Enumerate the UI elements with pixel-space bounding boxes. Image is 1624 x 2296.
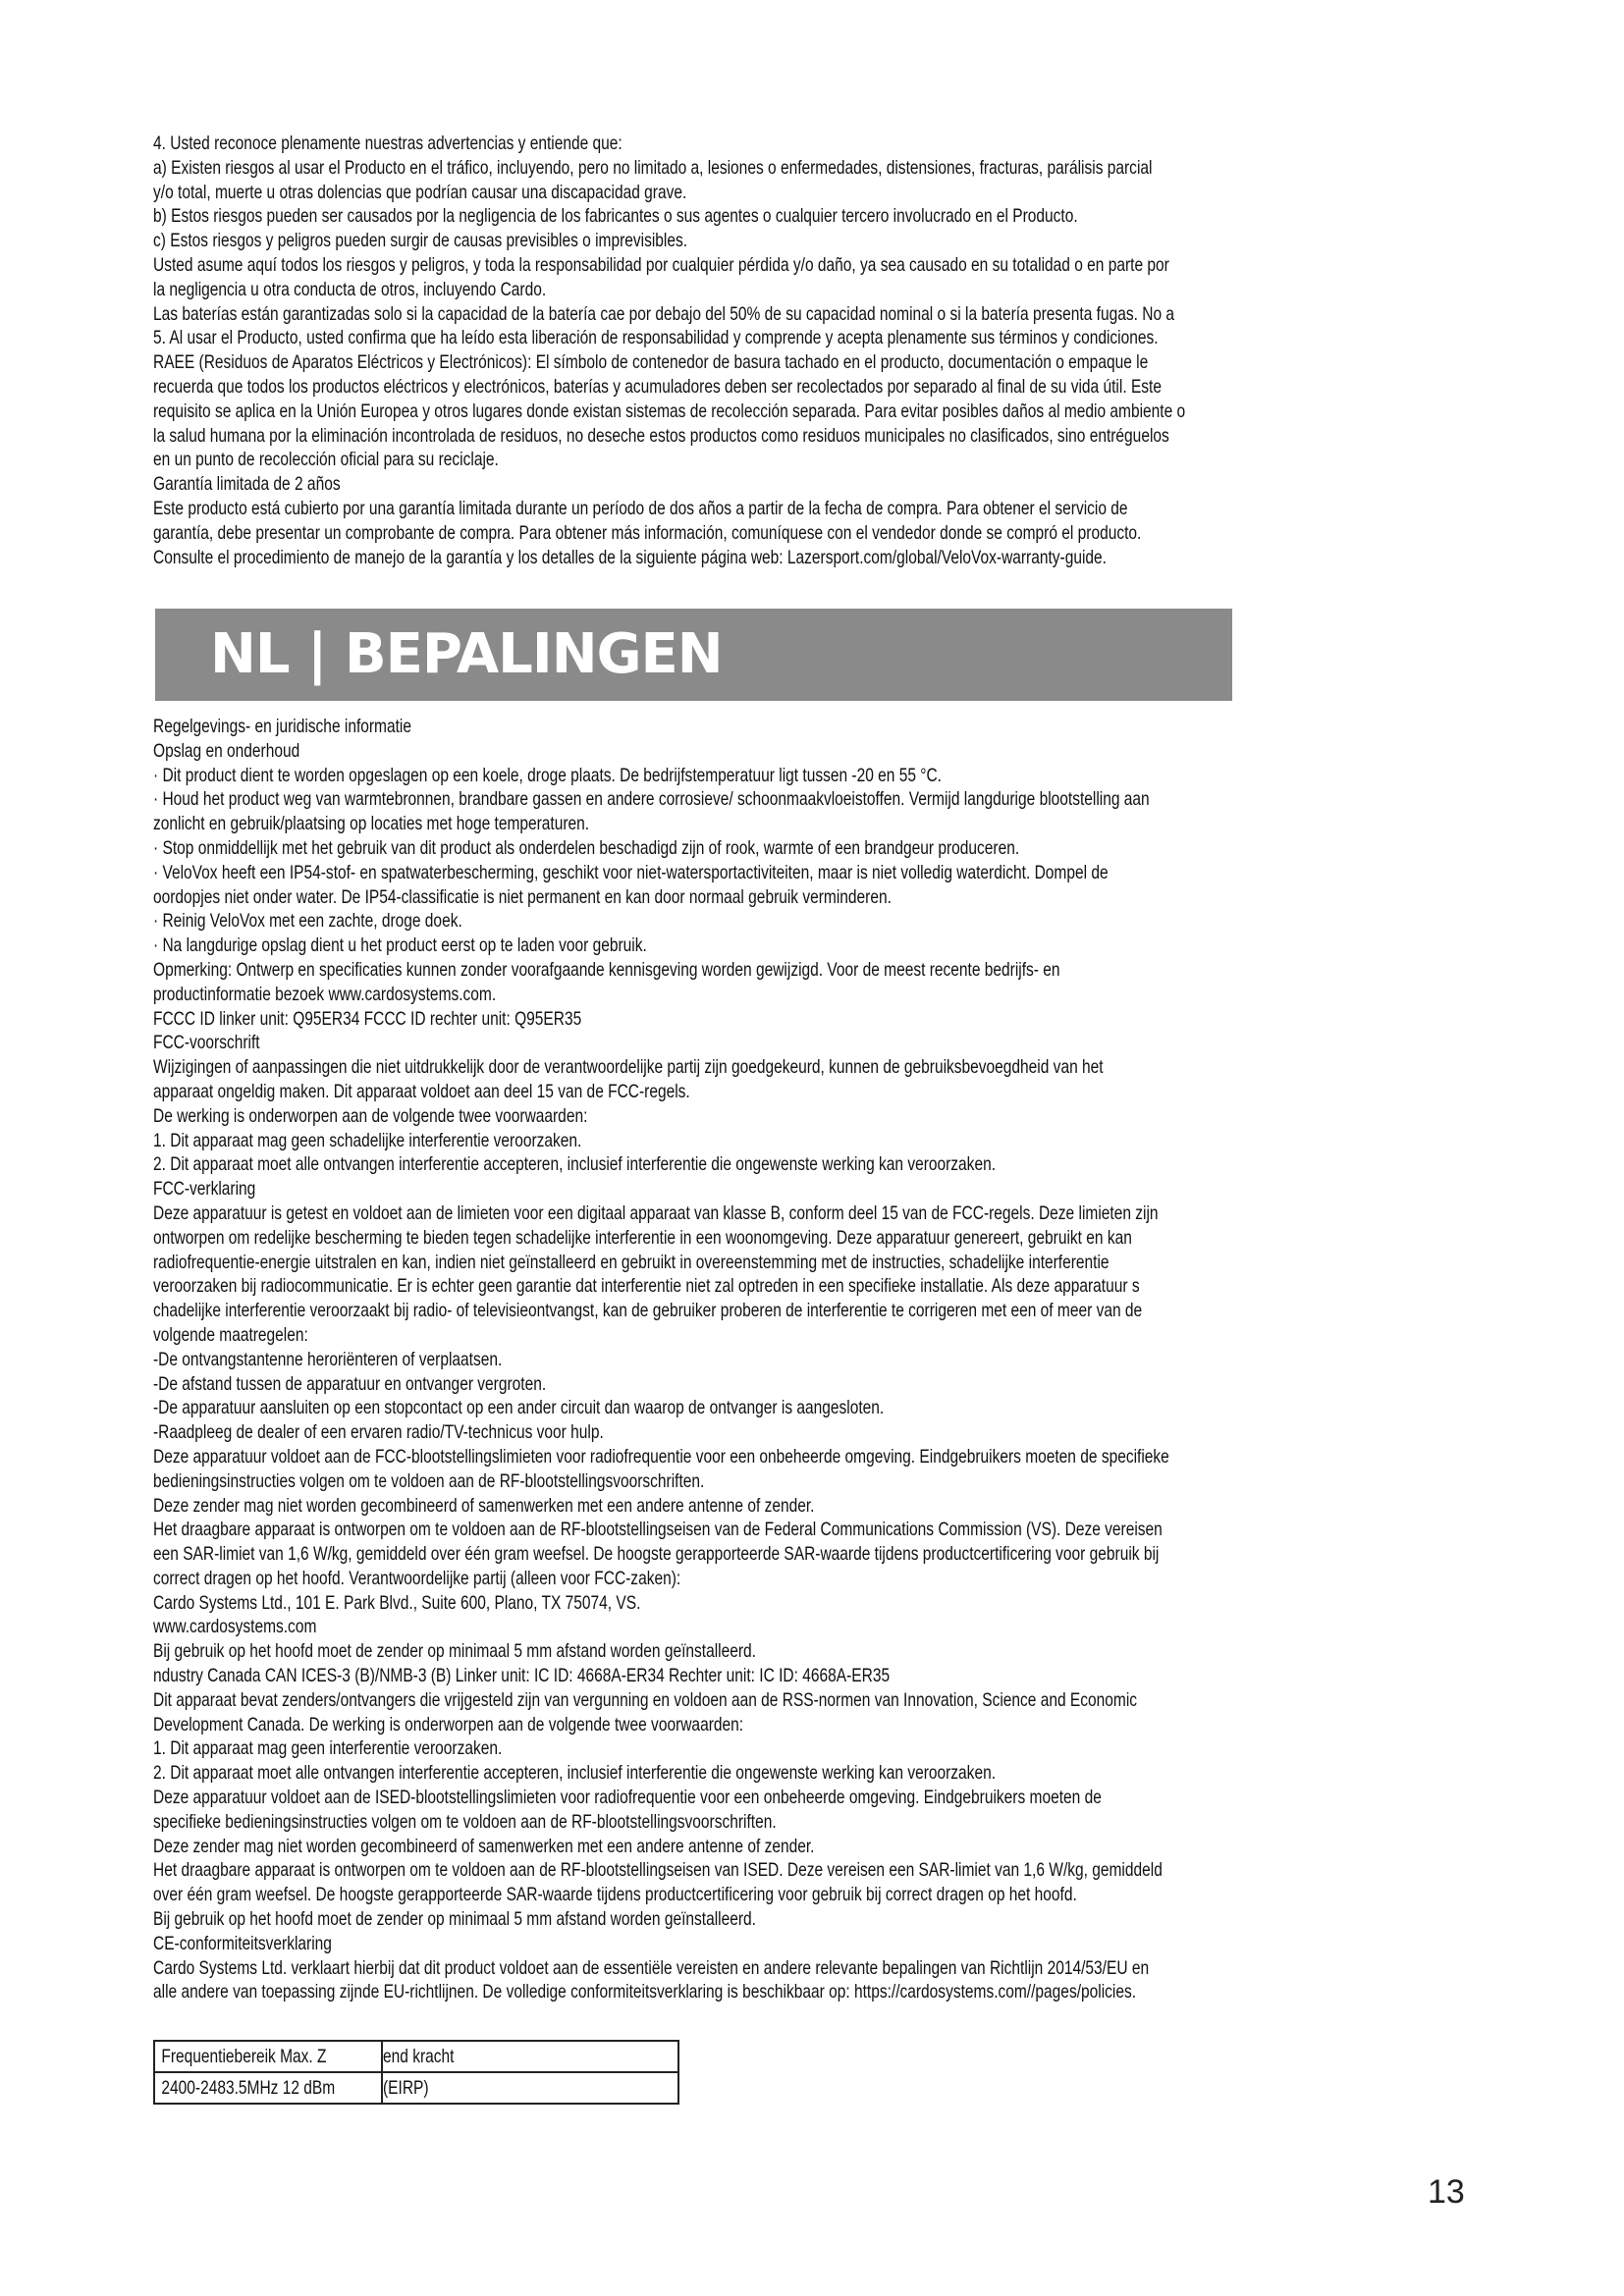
text-line: Deze zender mag niet worden gecombineerd of samenwerken met een andere antenne of zender.	[153, 1835, 815, 1857]
table-cell: (EIRP)	[382, 2072, 678, 2104]
text-line: Las baterías están garantizadas solo si la capacidad de la batería cae por debajo del 50% de su capacidad nominal o si la batería presenta fugas. No a	[153, 302, 1175, 325]
text-line: 2. Dit apparaat moet alle ontvangen interferentie accepteren, inclusief interferentie die ongewenste werking kan veroorzaken.	[153, 1153, 997, 1176]
text-line: Deze apparatuur voldoet aan de FCC-blootstellingslimieten voor radiofrequentie voor een onbeheerde omgeving. Eindgebruikers moeten de specifieke	[153, 1445, 1169, 1468]
text-line: Cardo Systems Ltd., 101 E. Park Blvd., Suite 600, Plano, TX 75074, VS.	[153, 1591, 641, 1614]
text-line: -De apparatuur aansluiten op een stopcontact op een ander circuit dan waarop de ontvanger is aangesloten.	[153, 1397, 885, 1419]
text-line: la negligencia u otra conducta de otros, incluyendo Cardo.	[153, 278, 547, 300]
text-line: · Reinig VeloVox met een zachte, droge doek.	[153, 910, 462, 933]
text-line: Opmerking: Ontwerp en specificaties kunnen zonder voorafgaande kennisgeving worden gewijzigd. Voor de meest recente bedrijfs- en	[153, 958, 1060, 981]
text-line: FCC-voorschrift	[153, 1032, 260, 1054]
text-line: Usted asume aquí todos los riesgos y peligros, y toda la responsabilidad por cualquier pérdida y/o daño, ya sea causado en su totalidad o en parte por	[153, 253, 1169, 276]
text-line: apparaat ongeldig maken. Dit apparaat voldoet aan deel 15 van de FCC-regels.	[153, 1080, 690, 1102]
table-cell: Frequentiebereik Max. Z	[154, 2041, 382, 2072]
text-line: een SAR-limiet van 1,6 W/kg, gemiddeld over één gram weefsel. De hoogste gerapporteerde SAR-waarde tijdens productcertificering voor gebruik bij	[153, 1543, 1160, 1566]
text-line: Het draagbare apparaat is ontworpen om te voldoen aan de RF-blootstellingseisen van de Federal Communications Commission (VS). Deze vereisen	[153, 1519, 1163, 1541]
text-line: Deze zender mag niet worden gecombineerd of samenwerken met een andere antenne of zender.	[153, 1494, 815, 1517]
text-line: ontworpen om redelijke bescherming te bieden tegen schadelijke interferentie in een woonomgeving. Deze apparatuur genereert, gebruikt en kan	[153, 1226, 1132, 1249]
text-line: Development Canada. De werking is onderworpen aan de volgende twee voorwaarden:	[153, 1713, 744, 1735]
text-line: specifieke bedieningsinstructies volgen om te voldoen aan de RF-blootstellingsvoorschriften.	[153, 1810, 777, 1833]
text-line: a) Existen riesgos al usar el Producto en el tráfico, incluyendo, pero no limitado a, lesiones o enfermedades, distensiones, fracturas, parálisis parcial	[153, 156, 1153, 179]
text-line: 4. Usted reconoce plenamente nuestras advertencias y entiende que:	[153, 133, 623, 154]
text-line: Garantía limitada de 2 años	[153, 473, 341, 496]
text-line: -De afstand tussen de apparatuur en ontvanger vergroten.	[153, 1372, 547, 1395]
text-line: Het draagbare apparaat is ontworpen om te voldoen aan de RF-blootstellingseisen van ISED. Deze vereisen een SAR-limiet van 1,6 W/kg, gemiddeld	[153, 1859, 1163, 1882]
text-line: productinformatie bezoek www.cardosystems.com.	[153, 983, 497, 1005]
text-line: correct dragen op het hoofd. Verantwoordelijke partij (alleen voor FCC-zaken):	[153, 1567, 681, 1589]
section-banner	[155, 609, 1232, 701]
text-line: · Na langdurige opslag dient u het product eerst op te laden voor gebruik.	[153, 934, 647, 957]
text-line: bedieningsinstructies volgen om te voldoen aan de RF-blootstellingsvoorschriften.	[153, 1469, 705, 1492]
text-line: Deze apparatuur voldoet aan de ISED-blootstellingslimieten voor radiofrequentie voor een onbeheerde omgeving. Eindgebruikers moeten de	[153, 1787, 1102, 1809]
text-line: Deze apparatuur is getest en voldoet aan de limieten voor een digitaal apparaat van klasse B, conform deel 15 van de FCC-regels. Deze limieten zijn	[153, 1201, 1159, 1224]
table-row	[154, 2041, 678, 2072]
text-line: CE-conformiteitsverklaring	[153, 1932, 332, 1954]
text-line: Bij gebruik op het hoofd moet de zender op minimaal 5 mm afstand worden geïnstalleerd.	[153, 1640, 756, 1663]
text-line: radiofrequentie-energie uitstralen en kan, indien niet geïnstalleerd en gebruikt in overeenstemming met de instructies, schadelijke interferentie	[153, 1251, 1110, 1273]
text-line: Opslag en onderhoud	[153, 739, 300, 762]
text-line: alle andere van toepassing zijnde EU-richtlijnen. De volledige conformiteitsverklaring is beschikbaar op: https://cardosystems.com//pages/policies.	[153, 1981, 1137, 2003]
text-line: veroorzaken bij radiocommunicatie. Er is echter geen garantie dat interferentie niet zal optreden in een specifieke installatie. Als deze apparatuur s	[153, 1275, 1140, 1298]
text-line: Wijzigingen of aanpassingen die niet uitdrukkelijk door de verantwoordelijke partij zijn goedgekeurd, kunnen de gebruiksbevoegdheid van het	[153, 1056, 1104, 1079]
text-line: chadelijke interferentie veroorzaakt bij radio- of televisieontvangst, kan de gebruiker proberen de interferentie te corrigeren met een of meer van de	[153, 1300, 1143, 1322]
text-line: ndustry Canada CAN ICES-3 (B)/NMB-3 (B) Linker unit: IC ID: 4668A-ER34 Rechter unit: IC ID: 4668A-ER35	[153, 1665, 891, 1687]
text-line: FCCC ID linker unit: Q95ER34 FCCC ID rechter unit: Q95ER35	[153, 1007, 582, 1030]
text-line: Regelgevings- en juridische informatie	[153, 716, 411, 737]
table-cell: end kracht	[382, 2041, 678, 2072]
page-number: 13	[1428, 2173, 1465, 2211]
table-cell: 2400-2483.5MHz 12 dBm	[154, 2072, 382, 2104]
text-line: volgende maatregelen:	[153, 1323, 308, 1346]
text-line: en un punto de recolección oficial para su reciclaje.	[153, 449, 499, 471]
text-line: garantía, debe presentar un comprobante de compra. Para obtener más información, comuníquese con el vendedor donde se compró el producto.	[153, 521, 1142, 544]
text-line: recuerda que todos los productos eléctricos y electrónicos, baterías y acumuladores deben ser recolectados por separado al final de su vida útil. Este	[153, 375, 1162, 398]
text-line: · Dit product dient te worden opgeslagen op een koele, droge plaats. De bedrijfstemperatuur ligt tussen -20 en 55 °C.	[153, 764, 942, 786]
text-line: · VeloVox heeft een IP54-stof- en spatwaterbescherming, geschikt voor niet-watersportactiviteiten, maar is niet volledig waterdicht. Dompel de	[153, 861, 1109, 883]
text-line: Cardo Systems Ltd. verklaart hierbij dat dit product voldoet aan de essentiële vereisten en andere relevante bepalingen van Richtlijn 2014/53/EU en	[153, 1956, 1150, 1979]
table-row	[154, 2072, 678, 2104]
text-line: requisito se aplica en la Unión Europea y otros lugares donde existan sistemas de recolección separada. Para evitar posibles daños al medio ambiente o	[153, 400, 1186, 422]
text-line: la salud humana por la eliminación incontrolada de residuos, no deseche estos productos como residuos municipales no clasificados, sino entréguelos	[153, 424, 1169, 447]
spanish-section	[153, 132, 1489, 569]
text-line: 5. Al usar el Producto, usted confirma que ha leído esta liberación de responsabilidad y comprende y acepta plenamente sus términos y condiciones.	[153, 327, 1159, 349]
text-line: oordopjes niet onder water. De IP54-classificatie is niet permanent en kan door normaal gebruik verminderen.	[153, 885, 892, 908]
text-line: 1. Dit apparaat mag geen schadelijke interferentie veroorzaken.	[153, 1129, 582, 1151]
text-line: www.cardosystems.com	[153, 1616, 317, 1638]
text-line: RAEE (Residuos de Aparatos Eléctricos y Electrónicos): El símbolo de contenedor de basura tachado en el producto, documentación o empaque le	[153, 351, 1149, 374]
text-line: · Stop onmiddellijk met het gebruik van dit product als onderdelen beschadigd zijn of rook, warmte of een brandgeur produceren.	[153, 836, 1020, 859]
text-line: -Raadpleeg de dealer of een ervaren radio/TV-technicus voor hulp.	[153, 1421, 604, 1444]
text-line: zonlicht en gebruik/plaatsing op locaties met hoge temperaturen.	[153, 813, 590, 835]
text-line: Este producto está cubierto por una garantía limitada durante un período de dos años a partir de la fecha de compra. Para obtener el servicio de	[153, 497, 1128, 519]
frequency-table	[153, 2040, 679, 2105]
text-line: -De ontvangstantenne heroriënteren of verplaatsen.	[153, 1348, 503, 1370]
text-line: c) Estos riesgos y peligros pueden surgir de causas previsibles o imprevisibles.	[153, 230, 688, 252]
dutch-section	[153, 715, 1489, 2004]
text-line: De werking is onderworpen aan de volgende twee voorwaarden:	[153, 1104, 588, 1127]
text-line: 2. Dit apparaat moet alle ontvangen interferentie accepteren, inclusief interferentie die ongewenste werking kan veroorzaken.	[153, 1762, 997, 1785]
text-line: b) Estos riesgos pueden ser causados por la negligencia de los fabricantes o sus agentes o cualquier tercero involucrado en el Producto.	[153, 205, 1078, 228]
text-line: Dit apparaat bevat zenders/ontvangers die vrijgesteld zijn van vergunning en voldoen aan de RSS-normen van Innovation, Science and Economic	[153, 1688, 1138, 1711]
text-line: · Houd het product weg van warmtebronnen, brandbare gassen en andere corrosieve/ schoonmaakvloeistoffen. Vermijd langdurige blootstelling aan	[153, 788, 1150, 811]
text-line: Consulte el procedimiento de manejo de la garantía y los detalles de la siguiente página web: Lazersport.com/global/VeloVox-warranty-guide.	[153, 546, 1107, 568]
text-line: Bij gebruik op het hoofd moet de zender op minimaal 5 mm afstand worden geïnstalleerd.	[153, 1908, 756, 1931]
text-line: FCC-verklaring	[153, 1178, 256, 1201]
text-line: over één gram weefsel. De hoogste gerapporteerde SAR-waarde tijdens productcertificering voor gebruik bij correct dragen op het hoofd.	[153, 1884, 1077, 1906]
text-line: y/o total, muerte u otras dolencias que podrían causar una discapacidad grave.	[153, 181, 687, 203]
text-line: 1. Dit apparaat mag geen interferentie veroorzaken.	[153, 1737, 503, 1760]
banner-title: NL | BEPALINGEN	[210, 622, 723, 686]
